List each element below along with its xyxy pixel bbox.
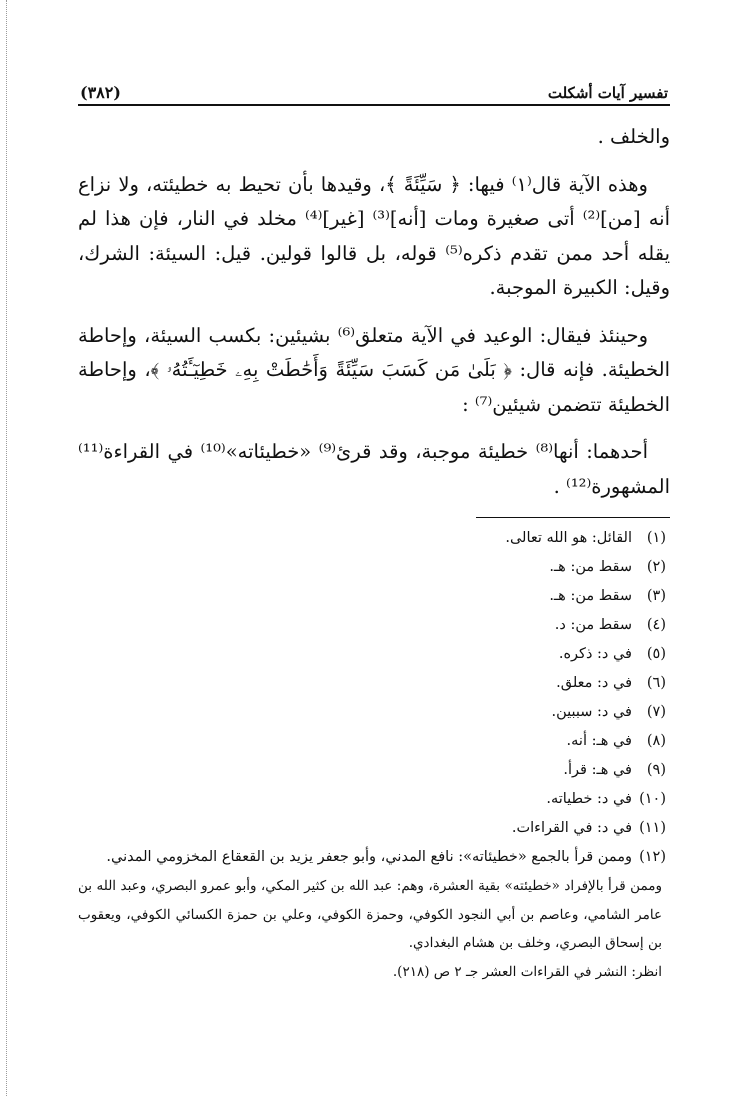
footnote-text: في د: ذكره.: [558, 646, 632, 662]
footnote-number: (٩): [646, 762, 666, 778]
footnote-reference: انظر: النشر في القراءات العشر جـ ٢ ص (٢١٨).: [392, 963, 662, 980]
page-header: [78, 68, 670, 106]
footnote-number: (٧): [646, 704, 666, 720]
footnote-number: (٨): [646, 733, 666, 749]
footnote-text: سقط من: د.: [554, 617, 632, 633]
book-page: [78, 68, 670, 1078]
page-number: (٣٨٢): [80, 83, 121, 102]
footnote-text: في د: في القراءات.: [511, 820, 632, 836]
paragraph: والخلف .: [597, 125, 670, 148]
footnote-number: (٥): [646, 646, 666, 662]
footnote-text: سقط من: هـ.: [549, 588, 632, 604]
footnote: [78, 553, 666, 582]
footnote: [78, 582, 666, 611]
footnote: [78, 727, 666, 756]
footnote-divider: [476, 517, 670, 518]
paragraph: أحدهما: أنها⁽⁸⁾ خطيئة موجبة، وقد قرئ⁽⁹⁾ «خطيئاته»⁽¹⁰⁾ في القراءة⁽¹¹⁾ المشهورة⁽¹²⁾ .: [78, 440, 670, 498]
main-text: [78, 120, 670, 504]
footnote: [78, 814, 666, 843]
footnote-text: سقط من: هـ.: [549, 559, 632, 575]
paragraph: وحينئذ فيقال: الوعيد في الآية متعلق⁽⁶⁾ بشيئين: بكسب السيئة، وإحاطة الخطيئة. فإنه قال: ﴿ بَلَىٰ مَن كَسَبَ سَيِّئَةً وَأَحَٰطَتْ بِهِۦ خَطِيٓـَٔتُهُۥ ﴾، وإحاطة الخطيئة تتضمن شيئين⁽⁷⁾ :: [78, 323, 670, 416]
footnote: [78, 843, 666, 872]
footnote-text: في د: خطياته.: [546, 791, 632, 807]
book-title: تفسير آيات أشكلت: [547, 84, 668, 102]
footnote-number: (٣): [646, 588, 666, 604]
paragraph: وهذه الآية قال⁽١⁾ فيها: ﴿ سَيِّئَةً ﴾، وقيدها بأن تحيط به خطيئته، ولا نزاع أنه [من]⁽²⁾ أتى صغيرة ومات [أنه]⁽³⁾ [غير]⁽⁴⁾ مخلد في النار، فإن هذا لم يقله أحد ممن تقدم ذكره⁽⁵⁾ قوله، بل قالوا قولين. قيل: السيئة: الشرك، وقيل: الكبيرة الموجبة.: [78, 172, 670, 299]
footnote: [78, 524, 666, 553]
footnote: [78, 698, 666, 727]
footnote-number: (١٠): [639, 791, 666, 807]
footnote: [78, 785, 666, 814]
footnote: [78, 756, 666, 785]
footnote-number: (٤): [646, 617, 666, 633]
footnotes: [78, 524, 670, 986]
footnote-text: القائل: هو الله تعالى.: [505, 530, 632, 546]
footnote-continuation: وممن قرأ بالإفراد «خطيئته» بقية العشرة، وهم: عبد الله بن كثير المكي، وأبو عمرو البصري، وعبد الله بن عامر الشامي، وعاصم بن أبي النجود الكوفي، وحمزة الكوفي، وعلي بن حمزة الكسائي الكوفي، ويعقوب بن إسحاق البصري، وخلف بن هشام البغدادي.: [78, 878, 662, 951]
footnote: [78, 640, 666, 669]
footnote-number: (٦): [646, 675, 666, 691]
footnote: [78, 611, 666, 640]
footnote-text: في هـ: قرأ.: [563, 762, 632, 778]
footnote-text: في د: معلق.: [556, 675, 632, 691]
footnote: [78, 669, 666, 698]
footnote-number: (١٢): [639, 849, 666, 865]
footnote-number: (١١): [639, 820, 666, 836]
scan-edge-line: [6, 0, 7, 1096]
footnote-number: (١): [646, 530, 666, 546]
footnote-text: في د: سببين.: [551, 704, 632, 720]
footnote-text: وممن قرأ بالجمع «خطيئاته»: نافع المدني، وأبو جعفر يزيد بن القعقاع المخزومي المدني.: [106, 849, 632, 865]
footnote-text: في هـ: أنه.: [566, 733, 632, 749]
footnote-number: (٢): [646, 559, 666, 575]
